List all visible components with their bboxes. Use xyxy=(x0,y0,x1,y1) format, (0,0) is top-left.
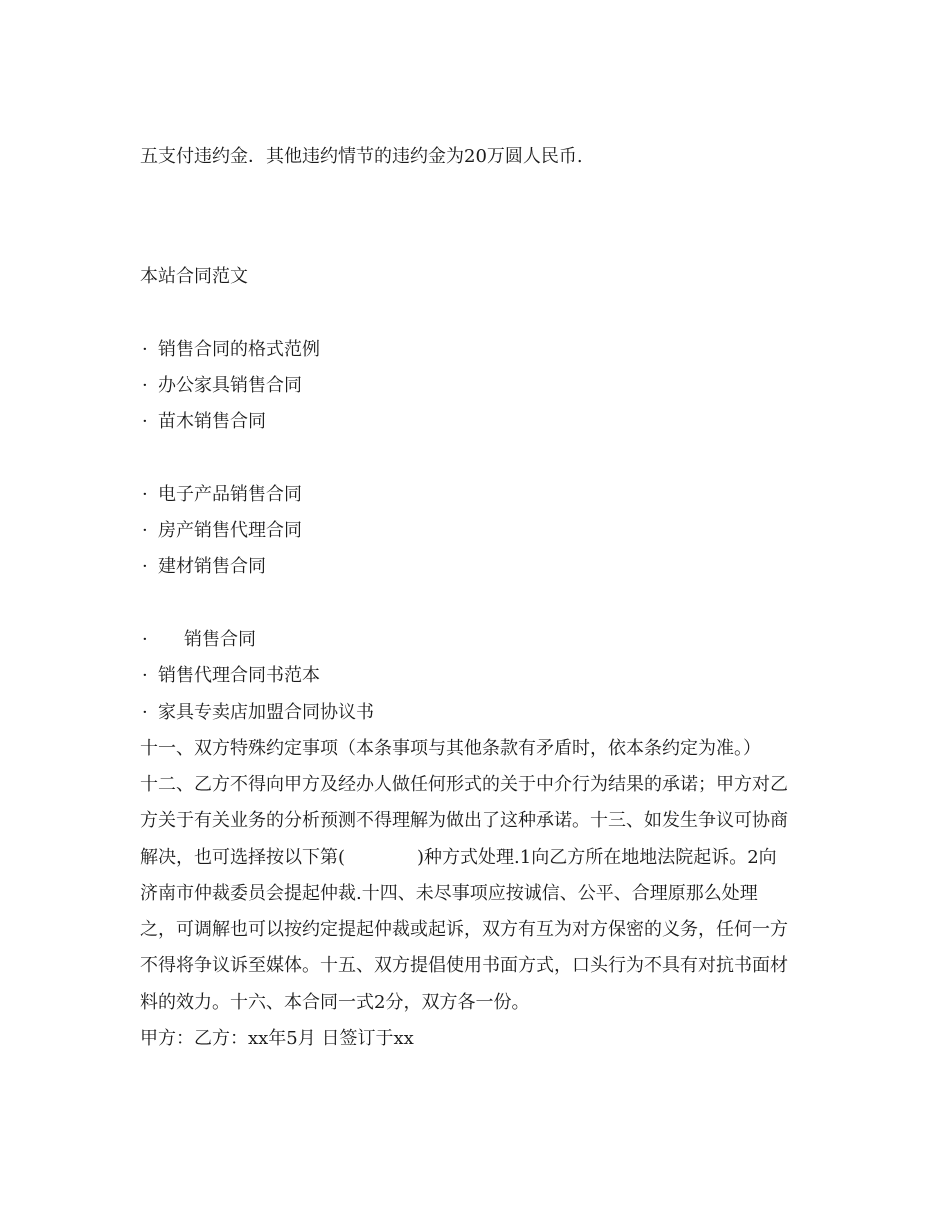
link-text[interactable]: 房产销售代理合同 xyxy=(158,520,302,541)
bullet-dot-icon: · xyxy=(142,484,148,505)
link-text[interactable]: 销售代理合同书范本 xyxy=(158,665,320,686)
signature-line: 甲方：乙方：xx年5月 日签订于xx xyxy=(140,1028,414,1049)
list-item[interactable] xyxy=(142,340,320,360)
list-item[interactable] xyxy=(142,521,302,541)
body-line: 十一、双方特殊约定事项（本条事项与其他条款有矛盾时，依本条约定为准。） xyxy=(140,738,761,759)
list-item[interactable] xyxy=(142,485,302,505)
list-item[interactable] xyxy=(142,666,320,686)
body-line: 不得将争议诉至媒体。十五、双方提倡使用书面方式，口头行为不具有对抗书面材 xyxy=(140,955,788,976)
bullet-dot-icon: · xyxy=(142,665,148,686)
link-text[interactable]: 家具专卖店加盟合同协议书 xyxy=(158,702,374,723)
list-item[interactable] xyxy=(142,630,256,650)
body-line: 十二、乙方不得向甲方及经办人做任何形式的关于中介行为结果的承诺；甲方对乙 xyxy=(140,774,788,795)
list-item[interactable] xyxy=(142,412,266,432)
body-line: 济南市仲裁委员会提起仲裁.十四、未尽事项应按诚信、公平、合理原那么处理 xyxy=(140,883,758,904)
bullet-dot-icon: · xyxy=(142,702,148,723)
body-line: 之，可调解也可以按约定提起仲裁或起诉，双方有互为对方保密的义务，任何一方 xyxy=(140,919,788,940)
bullet-dot-icon: · xyxy=(142,520,148,541)
body-line: 解决，也可选择按以下第( )种方式处理.1向乙方所在地地法院起诉。2向 xyxy=(140,847,777,868)
bullet-dot-icon: · xyxy=(142,556,148,577)
link-text[interactable]: 销售合同的格式范例 xyxy=(158,339,320,360)
bullet-dot-icon: · xyxy=(142,629,148,650)
link-text[interactable]: 苗木销售合同 xyxy=(158,411,266,432)
bullet-dot-icon: · xyxy=(142,339,148,360)
list-item[interactable] xyxy=(142,703,374,723)
bullet-dot-icon: · xyxy=(142,375,148,396)
bullet-dot-icon: · xyxy=(142,411,148,432)
list-item[interactable] xyxy=(142,557,266,577)
link-text[interactable]: 电子产品销售合同 xyxy=(158,484,302,505)
link-text[interactable]: 销售合同 xyxy=(184,629,256,650)
list-item[interactable] xyxy=(142,376,302,396)
section-title: 本站合同范文 xyxy=(140,266,248,287)
body-line: 料的效力。十六、本合同一式2分，双方各一份。 xyxy=(140,992,530,1013)
link-text[interactable]: 办公家具销售合同 xyxy=(158,375,302,396)
link-text[interactable]: 建材销售合同 xyxy=(158,556,266,577)
body-line: 方关于有关业务的分析预测不得理解为做出了这种承诺。十三、如发生争议可协商 xyxy=(140,810,788,831)
opening-line: 五支付违约金．其他违约情节的违约金为20万圆人民币. xyxy=(140,146,583,167)
